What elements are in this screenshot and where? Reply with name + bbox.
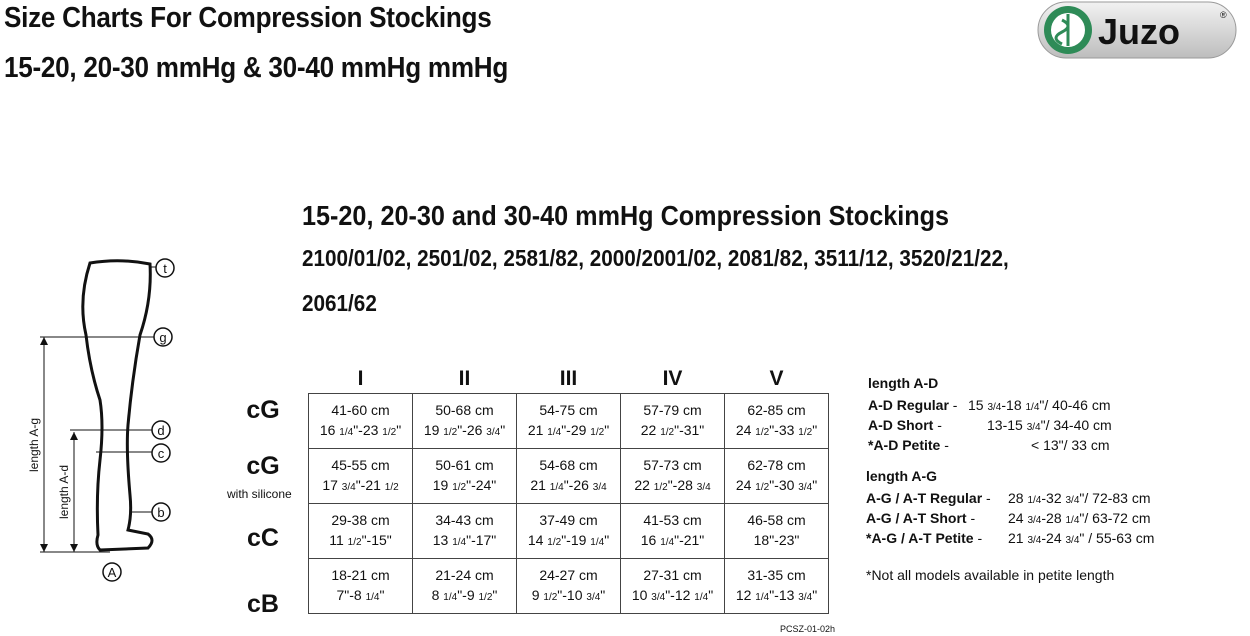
- logo-text: Juzo: [1098, 11, 1181, 52]
- inch-part: 3/4: [798, 591, 813, 603]
- inch-part: ": [492, 586, 498, 603]
- inch-part: "-26: [457, 421, 487, 438]
- column-header-II: II: [458, 367, 471, 390]
- inch-part: 3/4: [592, 481, 607, 493]
- length-label: A-G / A-T Short -: [866, 510, 976, 526]
- column-header-IV: IV: [662, 367, 683, 390]
- size-cell: [725, 559, 829, 614]
- petite-footnote: *Not all models available in petite length: [866, 567, 1115, 583]
- value-part: "/ 40-46 cm: [1039, 397, 1111, 413]
- value-part: 3/4: [1065, 535, 1080, 546]
- cell-inches: [413, 475, 516, 498]
- size-cell: [621, 559, 725, 614]
- row-label-cg-silicone: cG: [246, 452, 280, 480]
- cell-cm: 46-58 cm: [747, 511, 806, 528]
- inch-part: 22: [640, 421, 661, 438]
- length-label: *A-G / A-T Petite -: [866, 530, 983, 546]
- row-label-cb: cB: [247, 590, 279, 618]
- value-part: "/ 72-83 cm: [1079, 490, 1151, 506]
- size-cell: [309, 394, 413, 449]
- value-part: 1/4: [1065, 515, 1080, 526]
- inch-part: "-29: [561, 421, 591, 438]
- inch-part: "-17": [466, 531, 497, 548]
- value-part: 3/4: [1026, 422, 1041, 433]
- inch-part: "-33: [769, 421, 799, 438]
- cell-cm: 31-35 cm: [747, 566, 806, 583]
- cell-inches: [413, 585, 516, 608]
- inch-part: "-10: [557, 586, 587, 603]
- column-header-III: III: [559, 367, 578, 390]
- section-heading: 15-20, 20-30 and 30-40 mmHg Compression Stockings: [302, 200, 950, 231]
- cell-inches: [517, 420, 620, 443]
- cell-inches: [309, 420, 412, 443]
- inch-part: 3/4: [651, 591, 666, 603]
- inch-part: 1/2: [653, 481, 668, 493]
- inch-part: 1/2: [590, 426, 605, 438]
- leg-diagram: [0, 250, 200, 590]
- inch-part: 1/2: [755, 481, 770, 493]
- cell-cm: 50-61 cm: [435, 456, 494, 473]
- size-cell: [309, 504, 413, 559]
- cell-inches: [309, 585, 412, 608]
- value-part: -32: [1041, 490, 1066, 506]
- size-cell: [413, 449, 517, 504]
- value-part: -18: [1001, 397, 1026, 413]
- inch-part: "-31": [674, 421, 705, 438]
- inch-part: "-12: [665, 586, 695, 603]
- length-sep: -: [940, 437, 949, 453]
- inch-part: ": [604, 421, 610, 438]
- inch-part: 1/2: [382, 426, 397, 438]
- cell-inches: [309, 475, 412, 498]
- length-sep: -: [982, 490, 991, 506]
- cell-inches: [621, 420, 724, 443]
- size-cell: [725, 504, 829, 559]
- inch-part: 9: [531, 586, 544, 603]
- cell-cm: 18-21 cm: [331, 566, 390, 583]
- inch-part: 1/4: [694, 591, 709, 603]
- inch-part: 1/4: [443, 591, 458, 603]
- inch-part: 24: [735, 476, 756, 493]
- cell-inches: [517, 475, 620, 498]
- inch-part: 18"-23": [753, 531, 800, 548]
- inch-part: "-15": [361, 531, 392, 548]
- inch-part: 1/2: [384, 481, 399, 493]
- inch-part: 22: [634, 476, 654, 493]
- cell-inches: [621, 530, 724, 553]
- value-part: 21: [1008, 530, 1028, 546]
- size-cell: [517, 394, 621, 449]
- length-label: *A-D Petite -: [868, 437, 949, 453]
- length-ag-label: length A-g: [27, 417, 41, 473]
- length-value: [1031, 437, 1110, 453]
- inch-part: "-21": [674, 531, 705, 548]
- inch-part: 3/4: [798, 481, 813, 493]
- size-cell: [621, 394, 725, 449]
- marker-d: d: [157, 423, 165, 438]
- cell-cm: 62-85 cm: [747, 401, 806, 418]
- value-part: 24: [1008, 510, 1028, 526]
- inch-part: "-24": [466, 476, 497, 493]
- cell-cm: 41-60 cm: [331, 401, 390, 418]
- value-part: "/ 34-40 cm: [1040, 417, 1112, 433]
- cell-cm: 54-68 cm: [539, 456, 598, 473]
- cell-cm: 27-31 cm: [643, 566, 702, 583]
- page-subtitle: 15-20, 20-30 mmHg & 30-40 mmHg mmHg: [4, 52, 509, 84]
- length-sep: -: [973, 530, 983, 546]
- inch-part: "-23: [353, 421, 383, 438]
- inch-part: 11: [329, 531, 348, 548]
- inch-part: 21: [527, 421, 548, 438]
- value-part: -28: [1041, 510, 1066, 526]
- length-label: A-G / A-T Regular -: [866, 490, 991, 506]
- inch-part: 1/4: [590, 536, 605, 548]
- inch-part: 1/2: [547, 536, 562, 548]
- table-row: [309, 504, 829, 559]
- inch-part: 7"-8: [336, 586, 366, 603]
- inch-part: ": [600, 586, 606, 603]
- size-cell: [517, 559, 621, 614]
- inch-part: ": [379, 586, 385, 603]
- value-part: 3/4: [1065, 495, 1080, 506]
- size-table: [308, 365, 829, 614]
- value-part: "/ 63-72 cm: [1079, 510, 1151, 526]
- inch-part: "-30: [769, 476, 799, 493]
- length-sep: -: [966, 510, 976, 526]
- inch-part: 17: [322, 476, 342, 493]
- cell-cm: 29-38 cm: [331, 511, 390, 528]
- length-ad-title: length A-D: [868, 375, 939, 391]
- size-cell: [309, 449, 413, 504]
- inch-part: 3/4: [696, 481, 711, 493]
- length-ag-title: length A-G: [866, 468, 938, 484]
- length-sep: -: [933, 417, 942, 433]
- cell-inches: [413, 530, 516, 553]
- value-part: 28: [1008, 490, 1028, 506]
- cell-inches: [725, 530, 828, 553]
- value-part: 13-15: [987, 417, 1027, 433]
- inch-part: "-26: [563, 476, 593, 493]
- size-cell: [621, 504, 725, 559]
- inch-part: 1/4: [549, 481, 564, 493]
- table-row: [309, 449, 829, 504]
- inch-part: 8: [431, 586, 444, 603]
- size-cell: [413, 394, 517, 449]
- inch-part: "-19: [561, 531, 591, 548]
- cell-inches: [621, 585, 724, 608]
- cell-inches: [309, 530, 412, 553]
- marker-c: c: [157, 446, 165, 461]
- inch-part: 1/2: [798, 426, 813, 438]
- size-cell: [413, 504, 517, 559]
- length-sep: -: [948, 397, 958, 413]
- value-part: 3/4: [1027, 515, 1042, 526]
- page-title: Size Charts For Compression Stockings: [4, 2, 492, 34]
- size-cell: [413, 559, 517, 614]
- inch-part: 1/4: [339, 426, 354, 438]
- inch-part: ": [396, 421, 402, 438]
- inch-part: ": [500, 421, 506, 438]
- inch-part: 1/2: [660, 426, 675, 438]
- size-cell: [517, 504, 621, 559]
- row-label-cc: cC: [247, 524, 279, 552]
- cell-cm: 54-75 cm: [539, 401, 598, 418]
- row-sublabel-silicone: with silicone: [227, 487, 292, 501]
- inch-part: 10: [631, 586, 652, 603]
- size-cell: [725, 394, 829, 449]
- inch-part: 1/4: [452, 536, 467, 548]
- column-header-I: I: [357, 367, 364, 390]
- inch-part: 24: [735, 421, 756, 438]
- length-value: [987, 417, 1112, 433]
- value-part: 15: [968, 397, 988, 413]
- length-value: [1008, 530, 1154, 546]
- length-label: A-D Short -: [868, 417, 942, 433]
- size-cell: [517, 449, 621, 504]
- inch-part: 19: [423, 421, 444, 438]
- cell-cm: 37-49 cm: [539, 511, 598, 528]
- row-label-cg: cG: [246, 396, 280, 424]
- inch-part: 1/4: [660, 536, 675, 548]
- inch-part: 16: [640, 531, 661, 548]
- model-numbers-2: 2061/62: [302, 290, 377, 316]
- inch-part: 21: [530, 476, 550, 493]
- marker-g: g: [159, 330, 167, 345]
- table-row: [309, 394, 829, 449]
- inch-part: 19: [432, 476, 453, 493]
- cell-inches: [517, 530, 620, 553]
- inch-part: 1/2: [443, 426, 458, 438]
- inch-part: "-9: [457, 586, 479, 603]
- inch-part: ": [604, 531, 610, 548]
- inch-part: 3/4: [486, 426, 501, 438]
- marker-t: t: [163, 261, 167, 276]
- inch-part: ": [812, 421, 818, 438]
- value-part: 3/4: [987, 402, 1002, 413]
- svg-text:®: ®: [1220, 10, 1227, 20]
- inch-part: "-13: [769, 586, 799, 603]
- inch-part: 13: [432, 531, 453, 548]
- cell-cm: 57-73 cm: [643, 456, 702, 473]
- value-part: 1/4: [1027, 495, 1042, 506]
- inch-part: 1/2: [347, 536, 362, 548]
- cell-cm: 24-27 cm: [539, 566, 598, 583]
- cell-cm: 45-55 cm: [331, 456, 390, 473]
- model-numbers-1: 2100/01/02, 2501/02, 2581/82, 2000/2001/02, 2081/82, 3511/12, 3520/21/22,: [302, 245, 1009, 271]
- table-row: [309, 559, 829, 614]
- cell-cm: 50-68 cm: [435, 401, 494, 418]
- length-value: [968, 397, 1111, 413]
- value-part: 1/4: [1025, 402, 1040, 413]
- cell-cm: 62-78 cm: [747, 456, 806, 473]
- inch-part: ": [708, 586, 714, 603]
- value-part: -24: [1041, 530, 1066, 546]
- inch-part: 1/4: [547, 426, 562, 438]
- inch-part: 14: [527, 531, 548, 548]
- document-code: PCSZ-01-02h: [780, 624, 836, 634]
- length-value: [1008, 490, 1151, 506]
- cell-cm: 41-53 cm: [643, 511, 702, 528]
- cell-inches: [621, 475, 724, 498]
- inch-part: 1/2: [478, 591, 493, 603]
- value-part: < 13"/ 33 cm: [1031, 437, 1110, 453]
- cell-inches: [725, 475, 828, 498]
- inch-part: "-28: [667, 476, 697, 493]
- length-value: [1008, 510, 1151, 526]
- value-part: " / 55-63 cm: [1079, 530, 1155, 546]
- inch-part: "-21: [355, 476, 385, 493]
- cell-cm: 34-43 cm: [435, 511, 494, 528]
- marker-b: b: [157, 505, 165, 520]
- size-cell: [309, 559, 413, 614]
- length-ad-label: length A-d: [57, 464, 71, 520]
- marker-A: A: [107, 565, 117, 580]
- inch-part: 3/4: [586, 591, 601, 603]
- inch-part: 1/2: [452, 481, 467, 493]
- cell-cm: 21-24 cm: [435, 566, 494, 583]
- inch-part: 16: [319, 421, 340, 438]
- inch-part: 1/4: [755, 591, 770, 603]
- value-part: 3/4: [1027, 535, 1042, 546]
- inch-part: 1/2: [543, 591, 558, 603]
- inch-part: 3/4: [341, 481, 356, 493]
- inch-part: ": [812, 476, 818, 493]
- size-cell: [621, 449, 725, 504]
- juzo-logo: [1036, 0, 1238, 62]
- inch-part: 12: [735, 586, 756, 603]
- cell-inches: [725, 585, 828, 608]
- size-cell: [725, 449, 829, 504]
- inch-part: 1/2: [755, 426, 770, 438]
- cell-cm: 57-79 cm: [643, 401, 702, 418]
- inch-part: ": [812, 586, 818, 603]
- cell-inches: [517, 585, 620, 608]
- cell-inches: [725, 420, 828, 443]
- inch-part: 1/4: [365, 591, 380, 603]
- length-label: A-D Regular -: [868, 397, 958, 413]
- column-header-V: V: [769, 367, 784, 390]
- cell-inches: [413, 420, 516, 443]
